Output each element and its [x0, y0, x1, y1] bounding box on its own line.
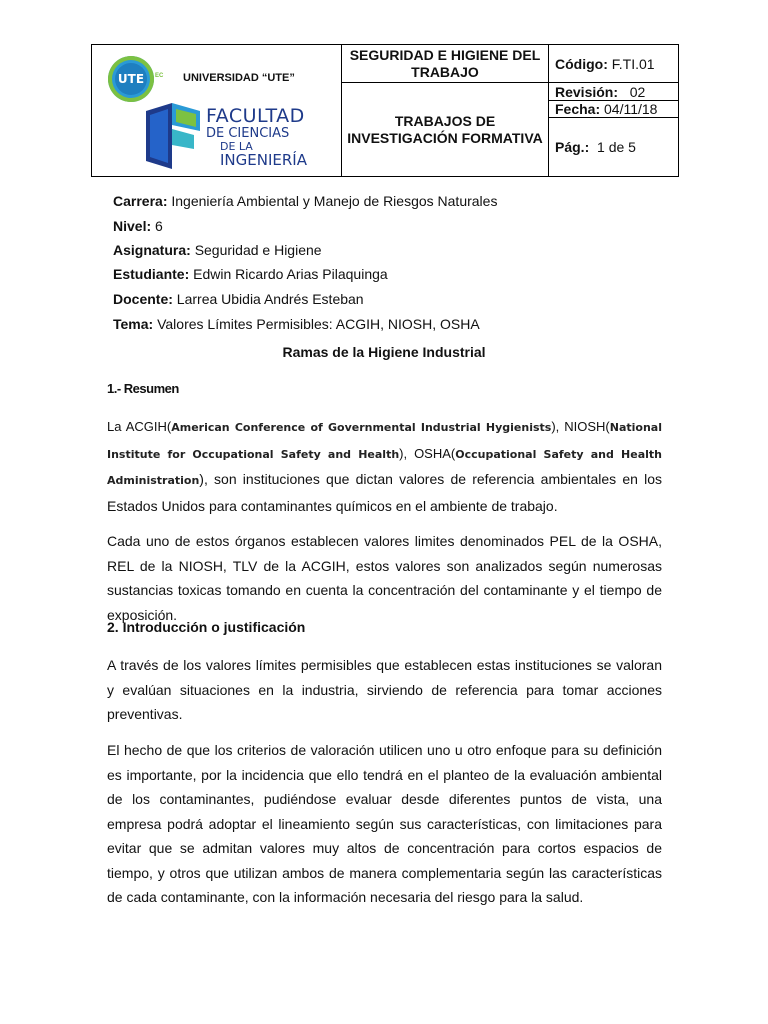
p1-osha-full: Occupational Safety and Health Administration	[107, 447, 662, 487]
document-header-table	[91, 44, 679, 177]
section1-heading: 1.- Resumen	[107, 381, 179, 396]
header-title-bottom: TRABAJOS DE INVESTIGACIÓN FORMATIVA	[342, 83, 549, 177]
faculty-line1: FACULTAD	[206, 105, 305, 127]
meta-carrera	[113, 192, 497, 210]
codigo-label: Código:	[555, 55, 608, 72]
estudiante-value: Edwin Ricardo Arias Pilaquinga	[193, 266, 388, 282]
tema-value: Valores Límites Permisibles: ACGIH, NIOSH, OSHA	[157, 316, 480, 332]
asignatura-label: Asignatura:	[113, 242, 191, 258]
meta-estudiante	[113, 265, 388, 283]
faculty-wordmark	[206, 107, 307, 168]
p1-acgih-full: American Conference of Governmental Industrial Hygienists	[171, 421, 552, 434]
fecha-label: Fecha:	[555, 101, 601, 117]
codigo-value: F.TI.01	[611, 55, 655, 72]
fecha-cell	[549, 101, 679, 118]
ute-logo-icon	[108, 56, 154, 102]
revision-label: Revisión:	[555, 83, 619, 100]
p1-niosh-full: National Institute for Occupational Safety and Health	[107, 421, 662, 461]
logo-cell	[92, 45, 342, 177]
section1-paragraph2: Cada uno de estos órganos establecen valores limites denominados PEL de la OSHA, REL de la NIOSH, TLV de la ACGIH, estos valores son analizados según numerosas sustancias toxicas tomando en cuenta la concentración del contaminante y el tiempo de exposición.	[107, 533, 662, 623]
revision-cell	[549, 83, 679, 101]
codigo-cell	[549, 45, 679, 83]
fecha-value: 04/11/18	[604, 101, 658, 117]
asignatura-value: Seguridad e Higiene	[194, 242, 322, 258]
faculty-line2: DE CIENCIAS	[206, 126, 290, 141]
meta-nivel	[113, 217, 163, 235]
section2-heading: 2. Introducción o justificación	[107, 619, 306, 635]
ute-logo-suffix: EC	[155, 73, 164, 79]
docente-label: Docente:	[113, 291, 173, 307]
tema-label: Tema:	[113, 316, 154, 332]
main-title: Ramas de la Higiene Industrial	[282, 344, 486, 360]
p1-prefix: La	[107, 419, 126, 434]
carrera-value: Ingeniería Ambiental y Manejo de Riesgos Naturales	[171, 193, 498, 209]
faculty-line4: INGENIERÍA	[220, 151, 307, 169]
faculty-logo-icon	[142, 101, 206, 171]
revision-value: 02	[629, 83, 646, 100]
university-name: UNIVERSIDAD “UTE”	[183, 72, 295, 84]
section1-paragraph1	[107, 414, 662, 518]
faculty-line3: DE LA	[220, 140, 253, 153]
header-title-top: SEGURIDAD E HIGIENE DEL TRABAJO	[342, 45, 549, 83]
p1-osha: ), OSHA(	[399, 445, 456, 461]
pag-value: 1 de 5	[597, 139, 636, 155]
p1-acgih: ACGIH(	[125, 419, 172, 434]
meta-tema	[113, 315, 480, 333]
nivel-label: Nivel:	[113, 218, 152, 234]
docente-value: Larrea Ubidia Andrés Esteban	[176, 291, 364, 307]
section2-paragraph2: El hecho de que los criterios de valoración utilicen uno u otro enfoque para su definición es importante, por la incidencia que ello tendrá en el planteo de la evaluación ambiental de los contaminantes, pudiéndose evaluar desde diferentes puntos de vista, una empresa podrá adoptar el lineamiento según sus características, con limitaciones para evitar que se admitan valores muy altos de concentración para cortos espacios de tiempo, y otros que utilizan ambos de manera complementaria según las características de cada contaminante, con la información necesaria del riesgo para la salud.	[107, 742, 662, 905]
p1-niosh: ), NIOSH(	[551, 419, 610, 434]
pag-cell	[549, 118, 679, 177]
meta-asignatura	[113, 241, 322, 259]
ute-logo-text: UTE	[115, 63, 147, 95]
meta-docente	[113, 290, 364, 308]
carrera-label: Carrera:	[113, 193, 168, 209]
estudiante-label: Estudiante:	[113, 266, 190, 282]
section2-paragraph1: A través de los valores límites permisibles que establecen estas instituciones se valoran y evalúan situaciones en la industria, sirviendo de referencia para tomar acciones preventivas.	[107, 657, 662, 722]
pag-label: Pág.:	[555, 139, 590, 155]
p1-rest: ), son instituciones que dictan valores de referencia ambientales en los Estados Unidos para contaminantes químicos en el ambiente de trabajo.	[107, 471, 662, 514]
nivel-value: 6	[155, 218, 163, 234]
